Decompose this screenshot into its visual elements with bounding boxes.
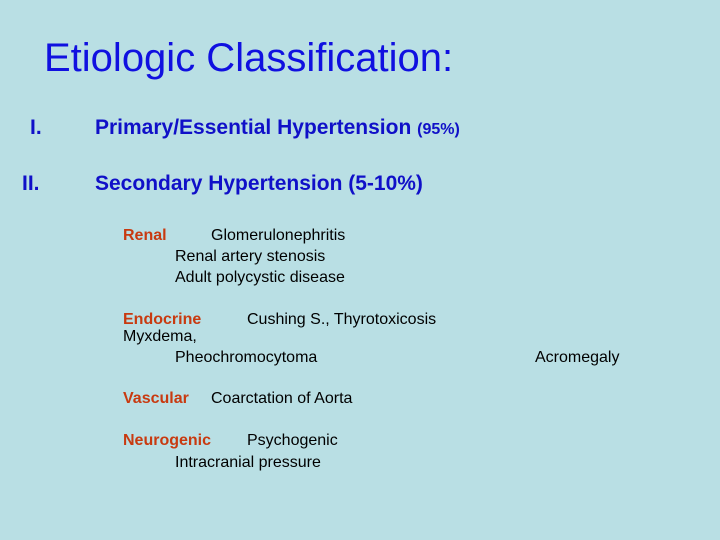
slide-title: Etiologic Classification: [44,36,454,80]
secondary-numeral: II. [22,172,40,195]
renal-item: Adult polycystic disease [175,269,345,286]
endocrine-item: Myxdema, [123,328,197,345]
primary-label: Primary/Essential Hypertension [95,116,412,139]
primary-numeral: I. [30,116,42,139]
secondary-heading: Secondary Hypertension (5-10%) [95,172,423,195]
endocrine-item: Pheochromocytoma [175,349,318,366]
neurogenic-item: Psychogenic [247,432,338,449]
renal-item: Renal artery stenosis [175,248,326,265]
neurogenic-item: Intracranial pressure [175,454,321,471]
endocrine-item: Cushing S., Thyrotoxicosis [247,311,437,328]
primary-percent: (95%) [417,121,460,138]
endocrine-item: Acromegaly [535,349,620,366]
category-vascular: Vascular [123,390,189,407]
renal-item: Glomerulonephritis [211,227,346,244]
category-endocrine: Endocrine [123,311,202,328]
category-renal: Renal [123,227,167,244]
category-neurogenic: Neurogenic [123,432,212,449]
vascular-item: Coarctation of Aorta [211,390,353,407]
primary-heading [95,115,460,143]
